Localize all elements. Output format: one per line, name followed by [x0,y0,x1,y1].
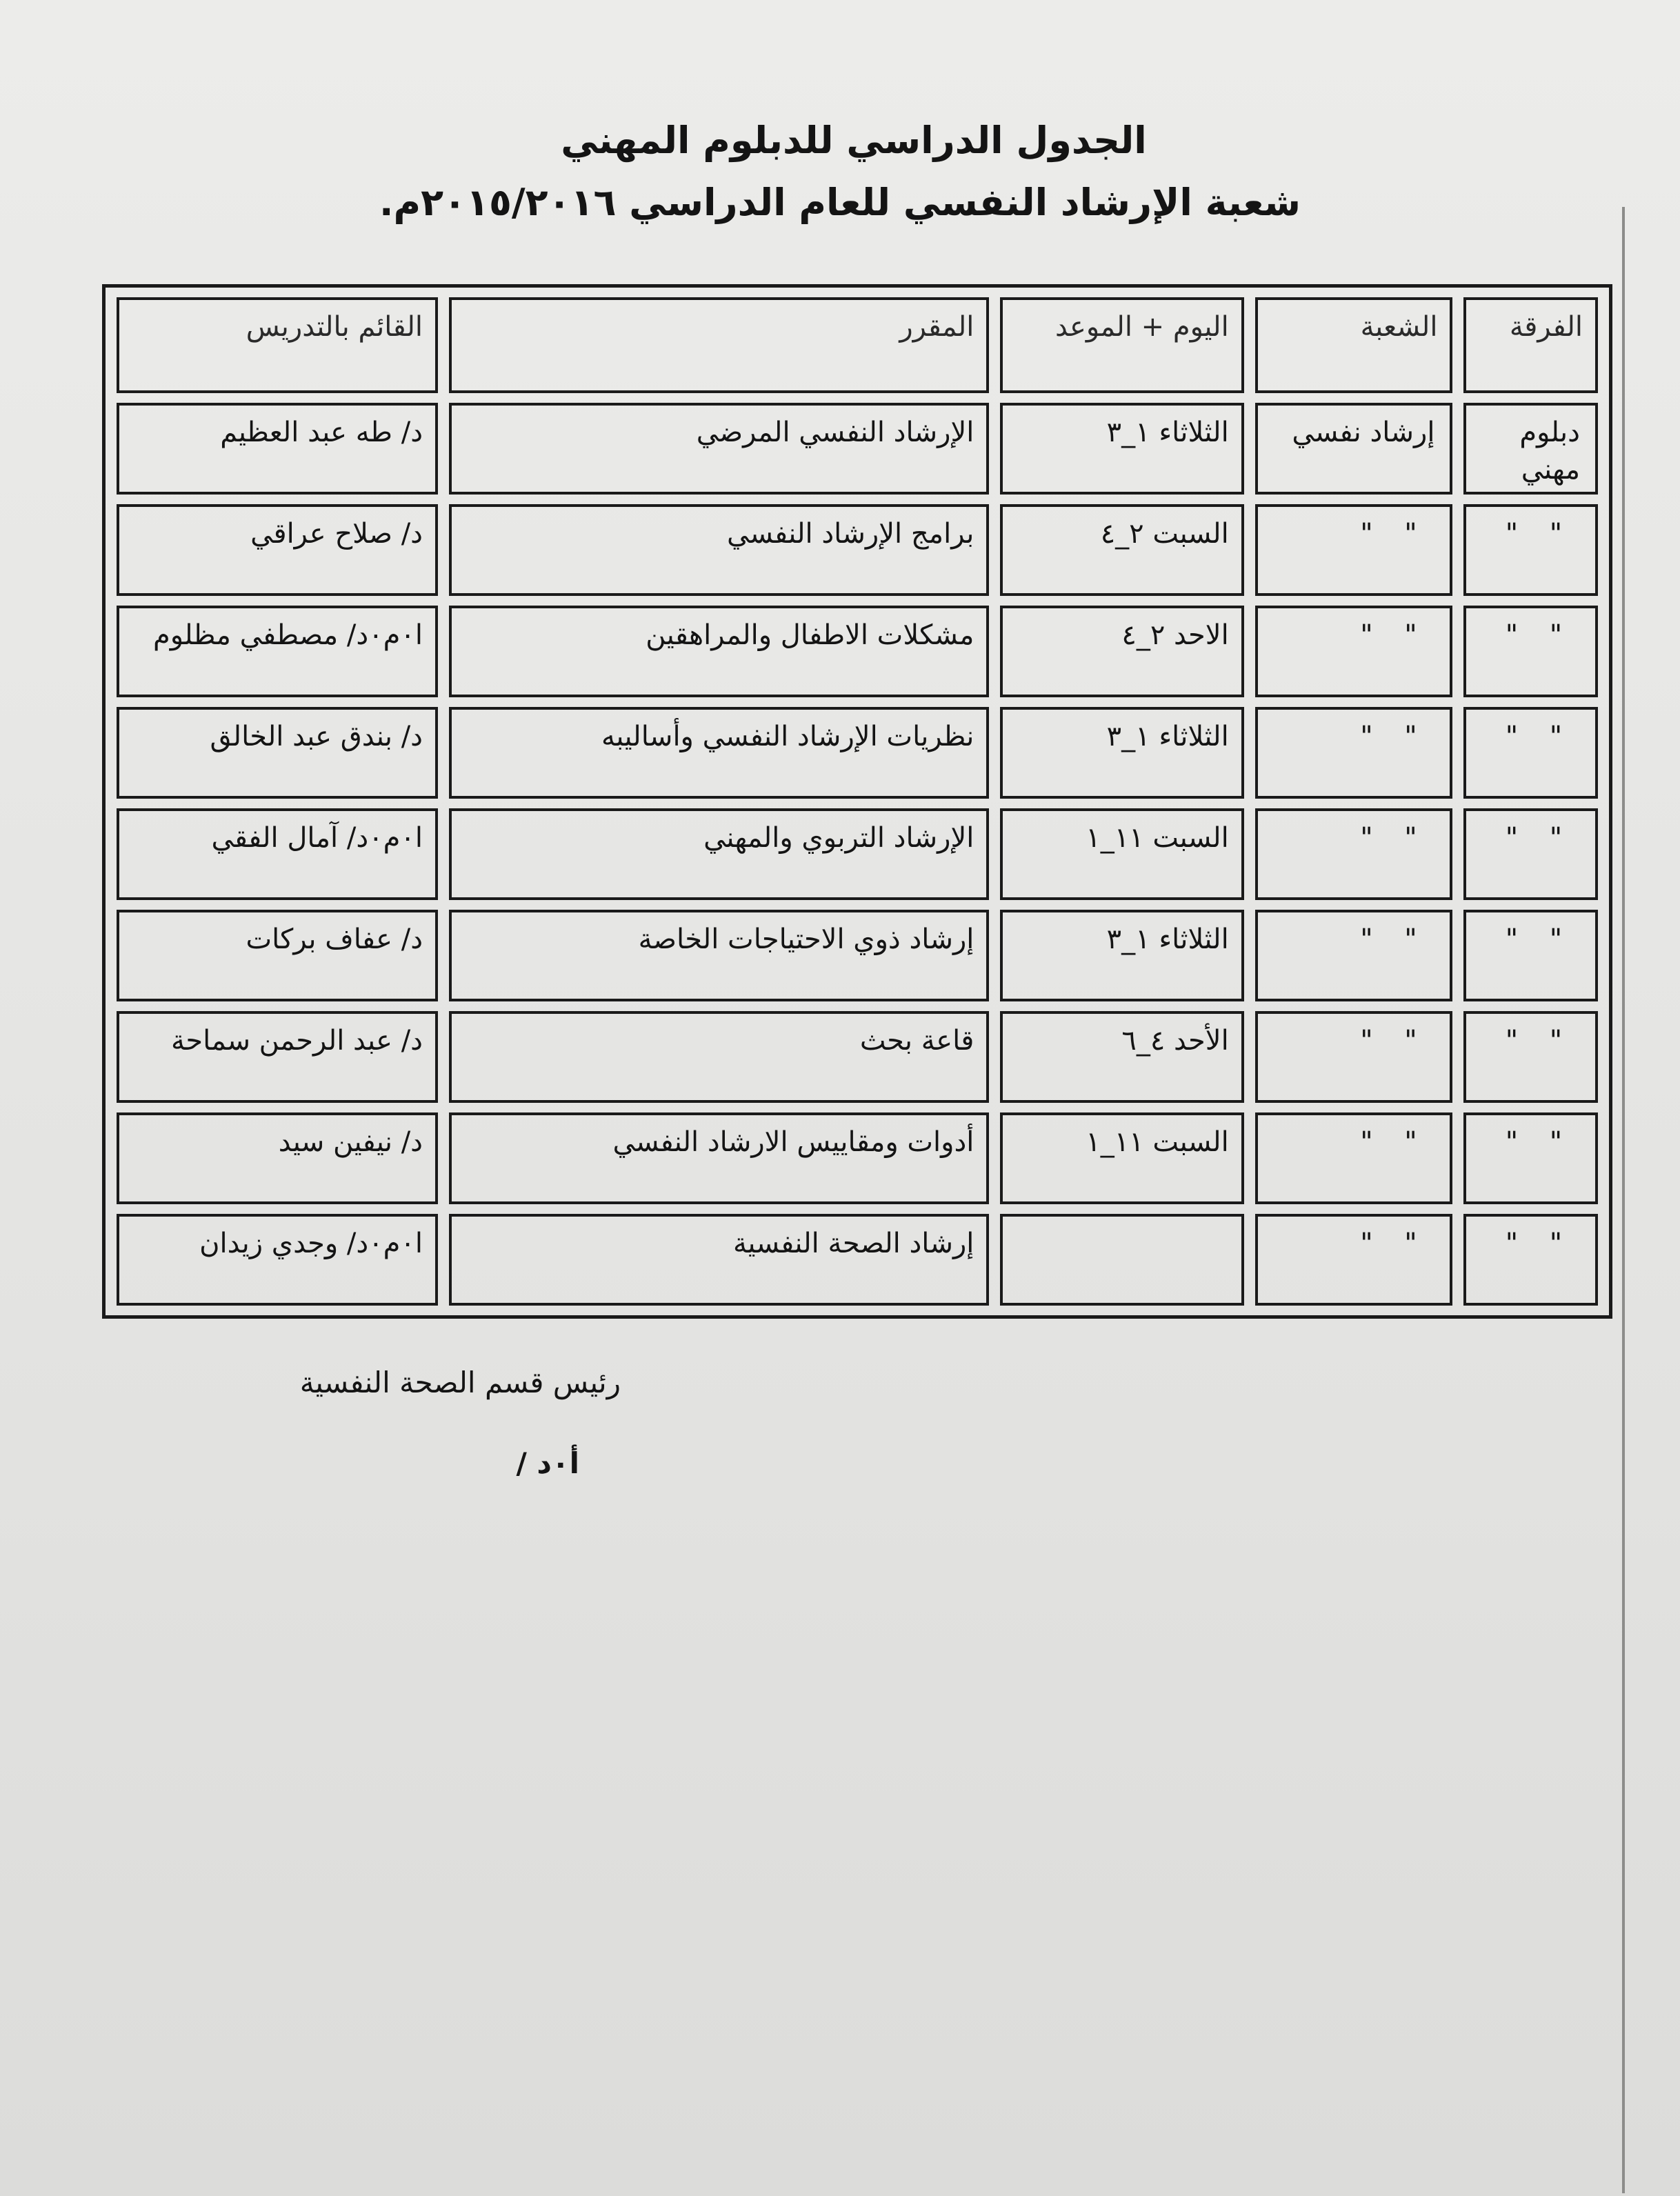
ditto-mark: " [1505,1227,1523,1259]
ditto-mark: " [1549,518,1567,550]
ditto-mark: " [1360,1024,1377,1057]
cell-section [1255,504,1453,596]
cell-instructor: ا٠م٠د/ آمال الفقي [117,808,438,900]
ditto-mark: " [1360,619,1377,651]
cell-cohort [1463,808,1598,900]
ditto-mark: " [1505,619,1523,651]
header-day-time: اليوم + الموعد [1000,297,1243,393]
cell-course: برامج الإرشاد النفسي [449,504,989,596]
cell-cohort: دبلوم مهني [1463,403,1598,495]
schedule-table [102,284,1612,1319]
ditto-mark: " [1505,821,1523,854]
ditto-mark: " [1549,1227,1567,1259]
ditto-mark: " [1404,720,1421,752]
ditto-mark: " [1404,1227,1421,1259]
cell-instructor: د/ عفاف بركات [117,910,438,1001]
ditto-mark: " [1549,1126,1567,1158]
ditto-mark: " [1505,1024,1523,1057]
header-section: الشعبة [1255,297,1453,393]
cell-course: الإرشاد التربوي والمهني [449,808,989,900]
cell-course: الإرشاد النفسي المرضي [449,403,989,495]
table-header-row [117,297,1598,393]
cell-day-time: الأحد ٤_٦ [1000,1011,1243,1103]
ditto-mark: " [1505,518,1523,550]
signatory-title: رئيس قسم الصحة النفسية [299,1366,621,1399]
ditto-mark: " [1360,720,1377,752]
cell-cohort [1463,606,1598,697]
cell-instructor: د/ طه عبد العظيم [117,403,438,495]
cell-cohort [1463,504,1598,596]
table-row [117,707,1598,799]
cell-section [1255,606,1453,697]
page-edge-shadow [1622,207,1625,2193]
ditto-mark: " [1404,1126,1421,1158]
ditto-mark: " [1549,1024,1567,1057]
ditto-mark: " [1404,821,1421,854]
ditto-mark: " [1549,720,1567,752]
table-row [117,910,1598,1001]
cell-course: إرشاد ذوي الاحتياجات الخاصة [449,910,989,1001]
cell-instructor: ا٠م٠د/ مصطفي مظلوم [117,606,438,697]
ditto-mark: " [1549,923,1567,955]
cell-instructor: د/ عبد الرحمن سماحة [117,1011,438,1103]
ditto-mark: " [1404,1024,1421,1057]
cell-instructor: د/ صلاح عراقي [117,504,438,596]
document-subtitle: شعبة الإرشاد النفسي للعام الدراسي ٢٠١٥/٢٠١٦م. [379,181,1301,224]
ditto-mark: " [1549,821,1567,854]
table-row [117,606,1598,697]
cell-cohort [1463,1112,1598,1204]
table-row [117,504,1598,596]
cell-instructor: ا٠م٠د/ وجدي زيدان [117,1214,438,1306]
cell-course: نظريات الإرشاد النفسي وأساليبه [449,707,989,799]
ditto-mark: " [1505,923,1523,955]
cell-course: أدوات ومقاييس الارشاد النفسي [449,1112,989,1204]
cell-course: إرشاد الصحة النفسية [449,1214,989,1306]
ditto-mark: " [1404,518,1421,550]
table-row [117,1214,1598,1306]
cell-section [1255,707,1453,799]
cell-instructor: د/ بندق عبد الخالق [117,707,438,799]
ditto-mark: " [1360,1126,1377,1158]
cell-cohort [1463,707,1598,799]
ditto-mark: " [1505,1126,1523,1158]
cell-day-time: السبت ١١_١ [1000,1112,1243,1204]
cell-day-time [1000,1214,1243,1306]
cell-section [1255,808,1453,900]
cell-section [1255,1011,1453,1103]
cell-section: إرشاد نفسي [1255,403,1453,495]
cell-day-time: الثلاثاء ١_٣ [1000,403,1243,495]
ditto-mark: " [1404,923,1421,955]
ditto-mark: " [1360,821,1377,854]
ditto-mark: " [1360,923,1377,955]
cell-course: مشكلات الاطفال والمراهقين [449,606,989,697]
table-row [117,403,1598,495]
cell-cohort [1463,1011,1598,1103]
cell-cohort [1463,1214,1598,1306]
cell-section [1255,1112,1453,1204]
table-row [117,1112,1598,1204]
cell-instructor: د/ نيفين سيد [117,1112,438,1204]
cell-course: قاعة بحث [449,1011,989,1103]
header-instructor: القائم بالتدريس [117,297,438,393]
table-row [117,1011,1598,1103]
cell-day-time: السبت ١١_١ [1000,808,1243,900]
ditto-mark: " [1404,619,1421,651]
cell-section [1255,1214,1453,1306]
signatory-prefix: أ٠د / [516,1446,579,1480]
ditto-mark: " [1505,720,1523,752]
cell-day-time: السبت ٢_٤ [1000,504,1243,596]
ditto-mark: " [1549,619,1567,651]
ditto-mark: " [1360,518,1377,550]
table-row [117,808,1598,900]
header-cohort: الفرقة [1463,297,1598,393]
cell-cohort [1463,910,1598,1001]
ditto-mark: " [1360,1227,1377,1259]
cell-day-time: الثلاثاء ١_٣ [1000,707,1243,799]
header-course: المقرر [449,297,989,393]
cell-section [1255,910,1453,1001]
cell-day-time: الثلاثاء ١_٣ [1000,910,1243,1001]
document-title: الجدول الدراسي للدبلوم المهني [561,119,1147,162]
cell-day-time: الاحد ٢_٤ [1000,606,1243,697]
signature-block [262,1366,621,1480]
